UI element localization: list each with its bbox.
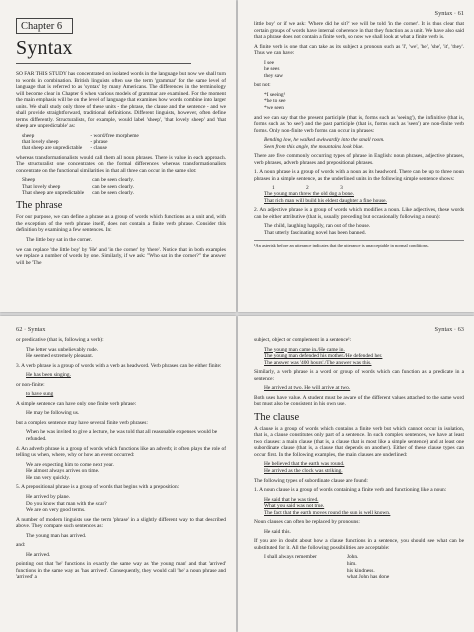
table-row	[22, 145, 147, 151]
example-line: What you said was not true.	[264, 503, 325, 510]
example-block	[264, 461, 464, 474]
page-60	[0, 0, 236, 312]
table-cell: That sheep are unpredictable	[22, 190, 85, 197]
table-cell: can be seen clearly.	[92, 177, 134, 184]
phrase-paragraph-2: we can replace 'the little boy' by 'He' and 'in the corner' by 'there'. Notice that in both examples we replace a number of words by one. Similarly, if we ask: "Who sat in the corner?" the answer will be 'The	[16, 246, 226, 266]
table-cell: that sheep are unpredictable	[22, 145, 83, 152]
example-line: The young man threw the old dog a bone.	[264, 191, 354, 198]
example-block	[26, 372, 226, 379]
adjective-phrase-paragraph: 2. An adjective phrase is a group of words which modifies a noun. Like adjectives, these words can be either attributive (that is, usually preceding but occasionally following a noun):	[254, 207, 464, 220]
example-block	[264, 223, 464, 236]
example-line: they saw	[264, 72, 284, 79]
prepositional-phrase-paragraph: 5. A prepositional phrase is a group of words that begins with a preposition:	[16, 484, 180, 491]
table-cell: - phrase	[90, 138, 108, 145]
running-header: Syntax · 61	[434, 10, 464, 17]
table-cell: can be seen clearly.	[92, 183, 134, 190]
table-cell: can be seen clearly.	[92, 190, 134, 197]
example-line: We are on very good terms.	[26, 507, 86, 514]
page-61	[238, 0, 474, 312]
example-block	[264, 92, 464, 112]
table-row	[22, 190, 142, 196]
section-heading-clause: The clause	[254, 411, 300, 423]
example-block	[264, 497, 464, 517]
example-line: He said that he was tired.	[264, 496, 319, 503]
noun-phrase-paragraph: 1. A noun phrase is a group of words with a noun as its headword. There can be up to three noun phrases in a simple sentence, as the underlined units in the following simple sentence shows:	[254, 169, 464, 182]
running-header: Syntax · 63	[434, 326, 464, 333]
pointing-out-paragraph: pointing out that 'he' functions in exactly the same way as 'the young man' and that 'arrived' functions in the same way as 'has arrived'. Consequently, they would call 'he' a noun phrase and 'arrived' a	[16, 561, 226, 581]
example-line: He seemed extremely pleasant.	[26, 353, 94, 360]
example-line: The little boy sat in the corner.	[26, 236, 93, 243]
example-line: He arrived at two. He will arrive at two.	[264, 385, 351, 392]
example-line: He has been singing.	[26, 372, 71, 379]
predicative-line: or predicative (that is, following a verb):	[16, 337, 104, 343]
subordinate-types-line: The following types of subordinate clause are found:	[254, 477, 368, 484]
table-cell: That lovely sheep	[22, 183, 61, 190]
example-block	[26, 462, 226, 482]
subject-object-line: subject, object or complement in a sentence¹:	[254, 337, 352, 343]
transformationalist-table	[22, 177, 142, 196]
example-line: Seen from this angle, the mountains look blue.	[264, 143, 364, 150]
example-line: We are expecting him to come next year.	[26, 461, 114, 468]
option-line: John.	[346, 554, 359, 561]
chapter-label: Chapter 6	[16, 18, 73, 34]
pronoun-replace-line: Noun clauses can often be replaced by pronouns:	[254, 519, 360, 526]
substitution-paragraph: If you are in doubt about how a clause functions in a sentence, you should see what can be substituted for it. All the following possibilities are acceptable:	[254, 538, 464, 551]
substitution-options	[347, 554, 389, 580]
simple-sentence-paragraph: A simple sentence can have only one finite verb phrase:	[16, 400, 137, 407]
title-rule	[16, 63, 191, 64]
example-line: *we seen	[264, 104, 284, 111]
example-block	[264, 385, 464, 392]
table-cell: Sheep	[22, 177, 36, 184]
complex-sentence-paragraph: but a complex sentence may have several finite verb phrases:	[16, 419, 148, 426]
verb-phrase-paragraph: 3. A verb phrase is a group of words with a verb as headword. Verb phrases can be either finite:	[16, 362, 222, 369]
running-header: 62 · Syntax	[16, 326, 46, 333]
example-block	[26, 347, 226, 360]
phrase-types-paragraph: There are five commonly occurring types of phrase in English: noun phrases, adjective phrases, verb phrases, adverb phrases and prepositional phrases.	[254, 153, 464, 166]
example-line: He almost always arrives on time.	[26, 468, 100, 475]
table-cell: sheep	[22, 132, 35, 139]
example-line: I see	[264, 59, 275, 66]
intro-paragraph: SO FAR THIS STUDY has concentrated on isolated words in the language but now we shall turn to words in combination. British linguists often use the term 'grammar' for the same level of language that is referred to as 'syntax' by many Americans. The differences in the terminology will become clear in Chapter 6 when various models of grammar are examined. For the moment the main emphasis will be on the level of language that examines how words combine into larger units. We shall study only three of these units - the phrase, the clause and the sentence - and we shall provide straightforward, traditional definitions. Different linguists, however, often define terms differently. Structuralists, for example, would label 'sheep', 'that lovely sheep' and 'that sheep are unpredictable' as:	[16, 71, 226, 129]
table-cell: - clause	[90, 145, 107, 152]
example-line: The child, laughing happily, ran out of the house.	[264, 223, 371, 230]
noun-clause-paragraph: 1. A noun clause is a group of words containing a finite verb and functioning like a noun:	[254, 487, 447, 494]
example-line: The fact that the earth moves round the sun is well known.	[264, 509, 391, 516]
footnote: ¹An asterisk before an utterance indicates that the utterance is unacceptable in normal conditions.	[254, 240, 464, 249]
example-line: That rich man will build his eldest daughter a fine house.	[264, 197, 387, 204]
example-line: *I seeing¹	[264, 91, 286, 98]
example-block	[264, 529, 464, 536]
example-line: Do you know that man with the scar?	[26, 500, 107, 507]
example-line: Bending low, he walked awkwardly into the small room.	[264, 137, 385, 144]
section-heading-phrase: The phrase	[16, 200, 63, 212]
both-uses-paragraph: Both uses have value. A student must be aware of the different values attached to the same word but must also be consistent in his own use.	[254, 394, 464, 408]
example-line: He believed that the earth was round.	[264, 461, 345, 468]
participle-paragraph: and we can say that the present participle (that is, forms such as 'seeing'), the infinitive (that is, forms such as 'to see') and the past participle (that is, forms such as 'seen') are non-finite verb forms. Only non-finite verb forms can occur in phrases:	[254, 114, 464, 134]
example-line: The young man defended his mother./He defended her.	[264, 353, 383, 360]
example-line: to have sung	[26, 391, 54, 398]
example-block	[26, 552, 226, 559]
example-line: That utterly fascinating novel has been banned.	[264, 230, 366, 237]
phrase-paragraph-1: For our purpose, we can define a phrase as a group of words which functions as a unit and, with the exception of the verb phrase itself, does not contain a finite verb phrase. Consider this definition by examining a few sentences. In:	[16, 214, 226, 234]
page-63	[238, 316, 474, 632]
and-label: and:	[16, 542, 26, 549]
continuation-paragraph: little boy' or if we ask: 'Where did he sit?' we will be told 'in the corner'. It is thus clear that certain groups of words have internal coherence in that they function as a unit. We have also said that a phrase does not contain a finite verb, so now we shall look at what a finite verb is.	[254, 21, 464, 40]
example-line: He arrived as the clock was striking.	[264, 467, 343, 474]
example-block	[264, 60, 464, 80]
example-line: *he to see	[264, 98, 286, 105]
example-line: He ran very quickly.	[26, 474, 70, 481]
adverb-phrase-paragraph: 4. An adverb phrase is a group of words which functions like an adverb; it often plays the role of telling us when, where, why or how an event occurred:	[16, 445, 226, 459]
substitution-block	[264, 554, 464, 580]
mid-paragraph: whereas transformationalists would call them all noun phrases. There is value in each approach. The structuralist one concentrates on the formal differences whereas transformationalists concentrate on the functional similarities in that all three can occur in the same slot:	[16, 154, 226, 174]
example-block	[26, 533, 226, 540]
but-not-label: but not:	[254, 82, 271, 89]
clause-paragraph: A clause is a group of words which contains a finite verb but which cannot occur in isolation, that is, a clause constitutes only part of a sentence. In such complex sentences, we have at least two clauses: a main clause (that is, a clause that is most like a simple sentence) and at least one subordinate clause (that is, a clause that depends on another). Either of these clause types can occur first. In the following examples, the main clauses are underlined:	[254, 425, 464, 458]
example-block	[26, 494, 226, 514]
table-cell: - word/free morpheme	[90, 132, 139, 139]
finite-verb-paragraph: A finite verb is one that can take as its subject a pronoun such as 'I', 'we', 'he', 'she', 'it', 'they'. Thus we can have:	[254, 43, 464, 56]
example-line: When he was invited to give a lecture, he was told that all reasonable expenses would be refunded.	[26, 429, 218, 443]
example-block	[264, 347, 464, 367]
example-line: The answer was '400 hours'./The answer was this.	[264, 359, 372, 366]
example-block	[26, 391, 226, 398]
non-finite-label: or non-finite:	[16, 381, 45, 388]
chapter-title: Syntax	[16, 37, 73, 59]
example-line: he sees	[264, 66, 280, 73]
option-line: his kindness.	[346, 567, 375, 574]
example-line: The letter was unbelievably rude.	[26, 346, 98, 353]
example-block	[264, 137, 464, 150]
example-line: He arrived by plane.	[26, 493, 71, 500]
example-block	[26, 410, 226, 417]
page-62	[0, 316, 236, 632]
structuralist-table	[22, 133, 147, 152]
phrase-numbers: 1 2 3	[272, 185, 343, 192]
modern-linguists-paragraph: A number of modern linguists use the term 'phrase' in a slightly different way to that described above. They compare such sentences as:	[16, 516, 226, 530]
option-line: him.	[346, 561, 357, 568]
example-block	[264, 191, 464, 204]
example-line: He arrived.	[26, 551, 51, 558]
example-line: The young man came in./He came in.	[264, 346, 345, 353]
example-line: He said this.	[264, 528, 291, 535]
example-line: He may be following us.	[26, 410, 80, 417]
example-line: I shall always remember	[264, 554, 317, 561]
table-cell: that lovely sheep	[22, 138, 59, 145]
example-block	[26, 429, 226, 442]
example-line: The young man has arrived.	[26, 532, 87, 539]
predicate-paragraph: Similarly, a verb phrase is a word or group of words which can function as a predicate in a sentence:	[254, 369, 464, 382]
example-block	[26, 237, 226, 244]
option-line: what John has done	[346, 574, 390, 581]
